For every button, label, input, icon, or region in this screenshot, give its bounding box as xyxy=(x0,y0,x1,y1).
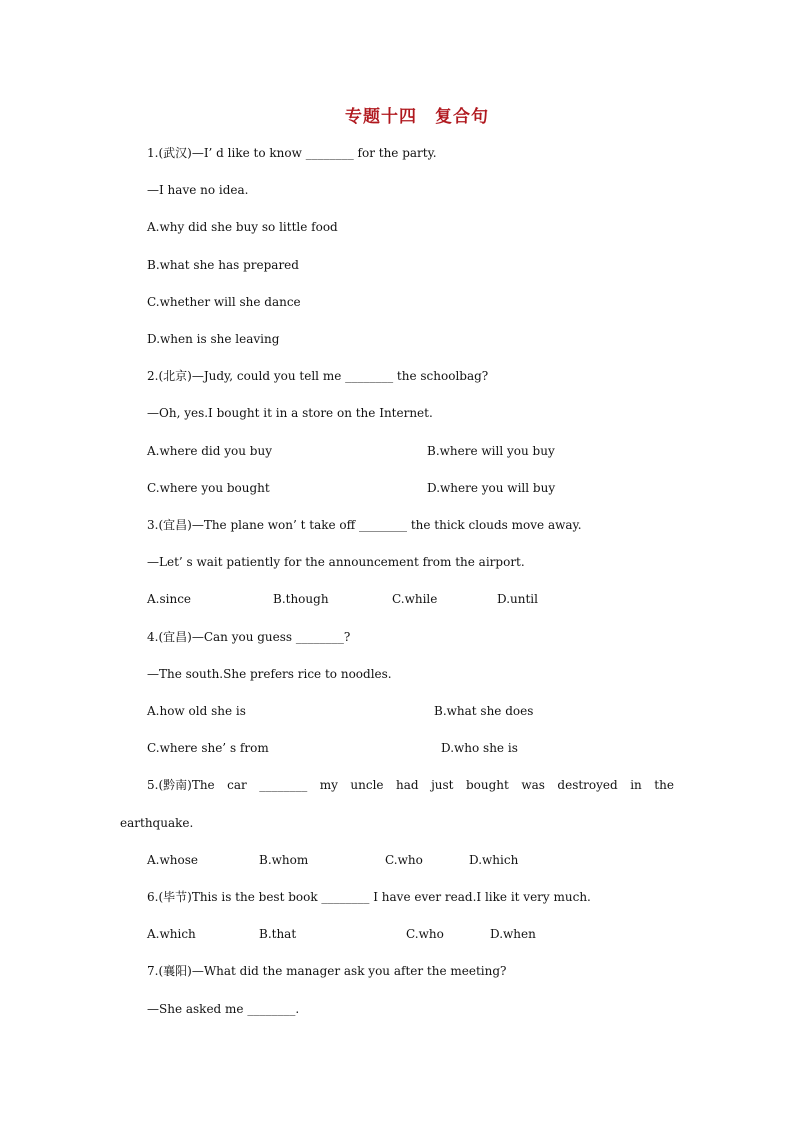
question-5-word: in xyxy=(630,778,642,792)
question-5-word: destroyed xyxy=(557,778,618,792)
question-5-word: bought xyxy=(465,778,509,792)
question-1-option-c: C.whether will she dance xyxy=(147,295,301,309)
question-6-option-c: C.who xyxy=(406,927,444,941)
question-4-option-c: C.where she’ s from xyxy=(147,741,269,755)
question-3-option-d: D.until xyxy=(497,592,538,606)
question-5-stem-continued: earthquake. xyxy=(120,816,194,830)
question-5-word: just xyxy=(431,778,454,792)
page-title: 专题十四 复合句 xyxy=(345,107,489,127)
question-1-option-a: A.why did she buy so little food xyxy=(147,220,338,234)
question-5-word: ________ xyxy=(259,778,308,792)
question-1-stem: 1.(武汉)—I’ d like to know ________ for the party. xyxy=(147,146,437,160)
question-4-stem: 4.(宜昌)—Can you guess ________? xyxy=(147,630,351,644)
question-6-option-d: D.when xyxy=(490,927,536,941)
question-5-word: was xyxy=(521,778,545,792)
question-5-option-a: A.whose xyxy=(147,853,198,867)
question-3-option-c: C.while xyxy=(392,592,438,606)
question-5-word: had xyxy=(396,778,419,792)
question-7-reply: —She asked me ________. xyxy=(147,1002,300,1016)
question-2-option-d: D.where you will buy xyxy=(427,481,556,495)
question-2-option-a: A.where did you buy xyxy=(147,444,272,458)
question-3-reply: —Let’ s wait patiently for the announcement from the airport. xyxy=(147,555,525,569)
question-5-word: 5.(黔南)The xyxy=(147,778,215,792)
question-5-word: my xyxy=(319,778,338,792)
question-2-option-b: B.where will you buy xyxy=(427,444,555,458)
question-3-option-b: B.though xyxy=(273,592,329,606)
question-4-reply: —The south.She prefers rice to noodles. xyxy=(147,667,392,681)
question-5-option-b: B.whom xyxy=(259,853,309,867)
question-1-reply: —I have no idea. xyxy=(147,183,249,197)
question-2-stem: 2.(北京)—Judy, could you tell me ________ the schoolbag? xyxy=(147,369,489,383)
question-5-word: uncle xyxy=(350,778,384,792)
question-5-stem xyxy=(147,777,674,793)
question-7-stem: 7.(襄阳)—What did the manager ask you after the meeting? xyxy=(147,964,507,978)
question-1-option-d: D.when is she leaving xyxy=(147,332,280,346)
question-4-option-a: A.how old she is xyxy=(147,704,246,718)
question-5-option-c: C.who xyxy=(385,853,423,867)
question-6-stem: 6.(毕节)This is the best book ________ I have ever read.I like it very much. xyxy=(147,890,591,904)
question-4-option-b: B.what she does xyxy=(434,704,534,718)
question-2-option-c: C.where you bought xyxy=(147,481,270,495)
question-4-option-d: D.who she is xyxy=(441,741,518,755)
question-3-option-a: A.since xyxy=(147,592,192,606)
question-5-option-d: D.which xyxy=(469,853,519,867)
question-6-option-a: A.which xyxy=(147,927,196,941)
question-5-word: the xyxy=(654,778,674,792)
question-1-option-b: B.what she has prepared xyxy=(147,258,299,272)
question-2-reply: —Oh, yes.I bought it in a store on the Internet. xyxy=(147,406,433,420)
question-3-stem: 3.(宜昌)—The plane won’ t take off ________ the thick clouds move away. xyxy=(147,518,582,532)
question-5-word: car xyxy=(227,778,247,792)
question-6-option-b: B.that xyxy=(259,927,297,941)
